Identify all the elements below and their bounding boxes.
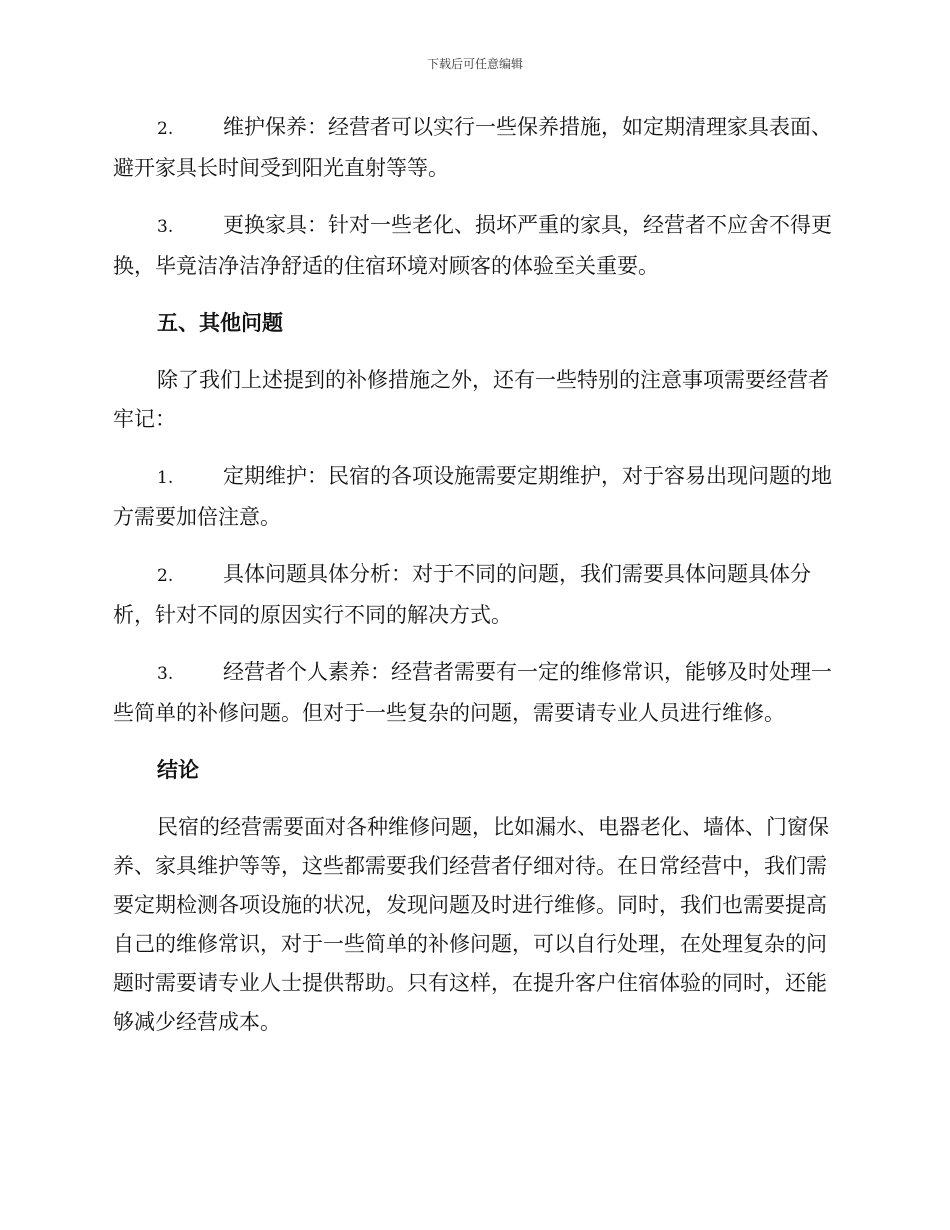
list-item-specific-analysis: [113, 555, 837, 635]
list-text: 维护保养：经营者可以实行一些保养措施，如定期清理家具表面、避开家具长时间受到阳光直射等等。: [113, 115, 832, 180]
list-item-replace-furniture: [113, 206, 837, 286]
page-header: 下载后可任意编辑: [426, 57, 523, 71]
paragraph-conclusion: 民宿的经营需要面对各种维修问题，比如漏水、电器老化、墙体、门窗保养、家具维护等等，这些都需要我们经营者仔细对待。在日常经营中，我们需要定期检测各项设施的状况，发现问题及时进行维修。同时，我们也需要提高自己的维修常识，对于一些简单的补修问题，可以自行处理，在处理复杂的问题时需要请专业人士提供帮助。只有这样，在提升客户住宿体验的同时，还能够减少经营成本。: [113, 815, 829, 1034]
list-number: 3.: [157, 217, 174, 237]
list-text: 更换家具：针对一些老化、损坏严重的家具，经营者不应舍不得更换，毕竟洁净洁净舒适的住宿环境对顾客的体验至关重要。: [113, 213, 832, 278]
list-item-personal-skills: [113, 653, 837, 733]
list-number: 2.: [157, 566, 174, 586]
section-heading-conclusion: 结论: [157, 758, 199, 782]
list-number: 3.: [157, 664, 174, 684]
list-text: 具体问题具体分析：对于不同的问题，我们需要具体问题具体分析，针对不同的原因实行不同的解决方式。: [113, 562, 811, 627]
list-number: 2.: [157, 119, 174, 139]
document-body: [113, 108, 837, 1060]
list-text: 定期维护：民宿的各项设施需要定期维护，对于容易出现问题的地方需要加倍注意。: [113, 464, 832, 529]
list-text: 经营者个人素养：经营者需要有一定的维修常识，能够及时处理一些简单的补修问题。但对于一些复杂的问题，需要请专业人员进行维修。: [113, 660, 832, 725]
paragraph-other-intro: 除了我们上述提到的补修措施之外，还有一些特别的注意事项需要经营者牢记：: [113, 368, 829, 431]
list-item-regular-maintenance: [113, 457, 837, 537]
section-heading-other-issues: 五、其他问题: [157, 311, 283, 335]
list-item-maintenance: [113, 108, 837, 188]
list-number: 1.: [157, 468, 174, 488]
